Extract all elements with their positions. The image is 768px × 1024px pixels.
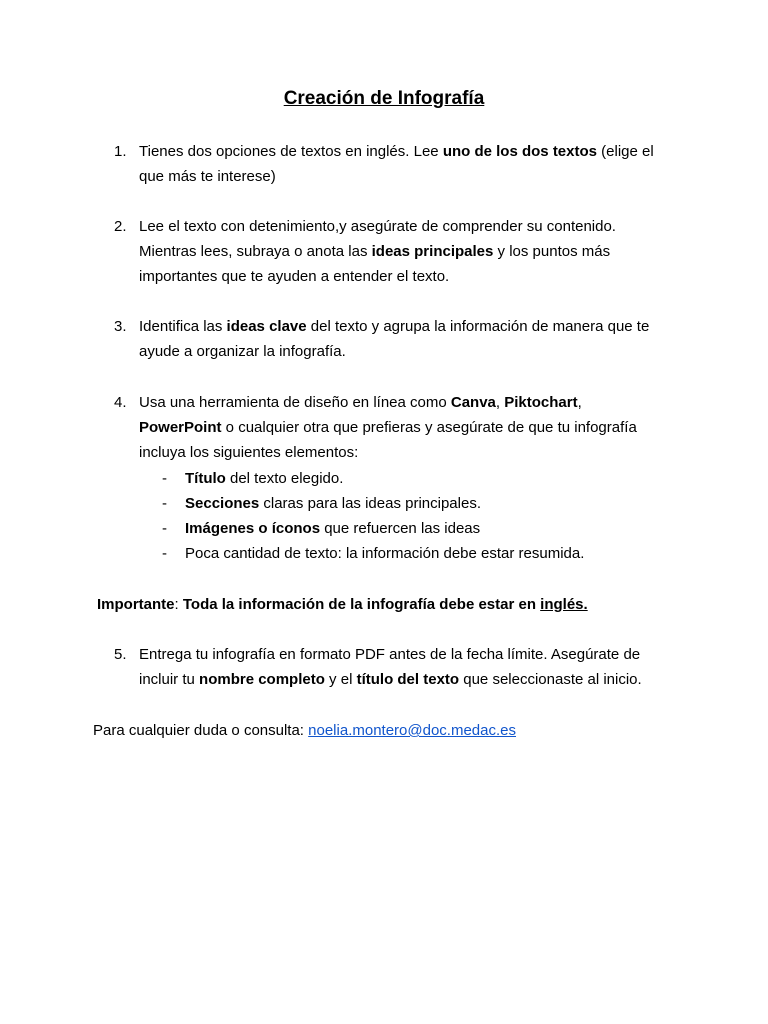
bold-segment: Título xyxy=(185,470,226,487)
item-4-line-2 xyxy=(139,415,699,440)
text-segment: y los puntos más xyxy=(493,243,611,260)
text-segment: del texto elegido. xyxy=(225,470,344,487)
text-segment: del texto y agrupa la información de manera que te xyxy=(306,318,650,335)
item-2-number: 2. xyxy=(114,218,127,235)
text-segment: importantes que te ayuden a entender el texto. xyxy=(139,268,450,285)
bold-segment: uno de los dos textos xyxy=(442,143,597,160)
text-segment: claras para las ideas principales. xyxy=(259,495,481,512)
contact-line xyxy=(93,718,516,743)
text-segment: y el xyxy=(324,671,357,688)
bold-segment: título del texto xyxy=(356,671,460,688)
item-3-text xyxy=(139,314,699,364)
item-1-line-2 xyxy=(139,164,699,189)
bold-segment: Imágenes o íconos xyxy=(185,520,321,537)
text-segment: ayude a organizar la infografía. xyxy=(139,343,346,360)
item-3-line-2 xyxy=(139,339,699,364)
text-segment: Lee el texto con detenimiento,y asegúrate de comprender su contenido. xyxy=(139,218,616,235)
item-4-line-1 xyxy=(139,390,699,415)
bullet-dash: - xyxy=(162,520,167,537)
item-2-line-1 xyxy=(139,214,699,239)
item-3-number: 3. xyxy=(114,318,127,335)
text-segment: Poca cantidad de texto: la información debe estar resumida. xyxy=(185,545,585,562)
important-text: Toda la información de la infografía debe estar en xyxy=(182,596,541,613)
item-5-line-2 xyxy=(139,667,699,692)
bold-segment: ideas principales xyxy=(371,243,494,260)
text-segment: Tienes dos opciones de textos en inglés. Lee xyxy=(139,143,443,160)
bullet-dash: - xyxy=(162,495,167,512)
bullet-item-poca-cantidad xyxy=(185,541,584,566)
text-segment: o cualquier otra que prefieras y asegúrate de que tu infografía xyxy=(221,419,637,436)
item-4-text xyxy=(139,390,699,465)
contact-email-link[interactable]: noelia.montero@doc.medac.es xyxy=(308,722,516,739)
item-1-number: 1. xyxy=(114,143,127,160)
item-4-number: 4. xyxy=(114,394,127,411)
bullet-dash: - xyxy=(162,470,167,487)
text-segment: , xyxy=(577,394,582,411)
bold-segment: PowerPoint xyxy=(139,419,222,436)
contact-text: Para cualquier duda o consulta: xyxy=(93,722,309,739)
item-1-text xyxy=(139,139,699,189)
bullet-item-titulo xyxy=(185,466,343,491)
text-segment: Usa una herramienta de diseño en línea como xyxy=(139,394,451,411)
text-segment: que refuercen las ideas xyxy=(320,520,481,537)
bullet-dash: - xyxy=(162,545,167,562)
item-2-line-3 xyxy=(139,264,699,289)
text-segment: incluya los siguientes elementos: xyxy=(139,444,359,461)
bold-segment: nombre completo xyxy=(199,671,325,688)
text-segment: Entrega tu infografía en formato PDF antes de la fecha límite. Asegúrate de xyxy=(139,646,641,663)
important-label: Importante xyxy=(97,596,175,613)
item-4-line-3 xyxy=(139,440,699,465)
bold-segment: Canva xyxy=(450,394,496,411)
item-5-number: 5. xyxy=(114,646,127,663)
text-segment: (elige el xyxy=(597,143,654,160)
bold-segment: Secciones xyxy=(185,495,260,512)
text-segment: : xyxy=(174,596,183,613)
text-segment: incluir tu xyxy=(139,671,200,688)
text-segment: Mientras lees, subraya o anota las xyxy=(139,243,372,260)
page-title: Creación de Infografía xyxy=(283,88,485,109)
bullet-item-imagenes xyxy=(185,516,480,541)
item-1-line-1 xyxy=(139,139,699,164)
item-2-text xyxy=(139,214,699,289)
text-segment: que seleccionaste al inicio. xyxy=(459,671,642,688)
bullet-item-secciones xyxy=(185,491,481,516)
important-note xyxy=(97,592,588,617)
bold-segment: ideas clave xyxy=(226,318,307,335)
text-segment: Identifica las xyxy=(139,318,227,335)
important-underlined-word: inglés. xyxy=(540,596,588,613)
text-segment: , xyxy=(495,394,505,411)
item-3-line-1 xyxy=(139,314,699,339)
text-segment: que más te interese) xyxy=(139,168,276,185)
item-5-line-1 xyxy=(139,642,699,667)
item-5-text xyxy=(139,642,699,692)
bold-segment: Piktochart xyxy=(504,394,578,411)
item-2-line-2 xyxy=(139,239,699,264)
